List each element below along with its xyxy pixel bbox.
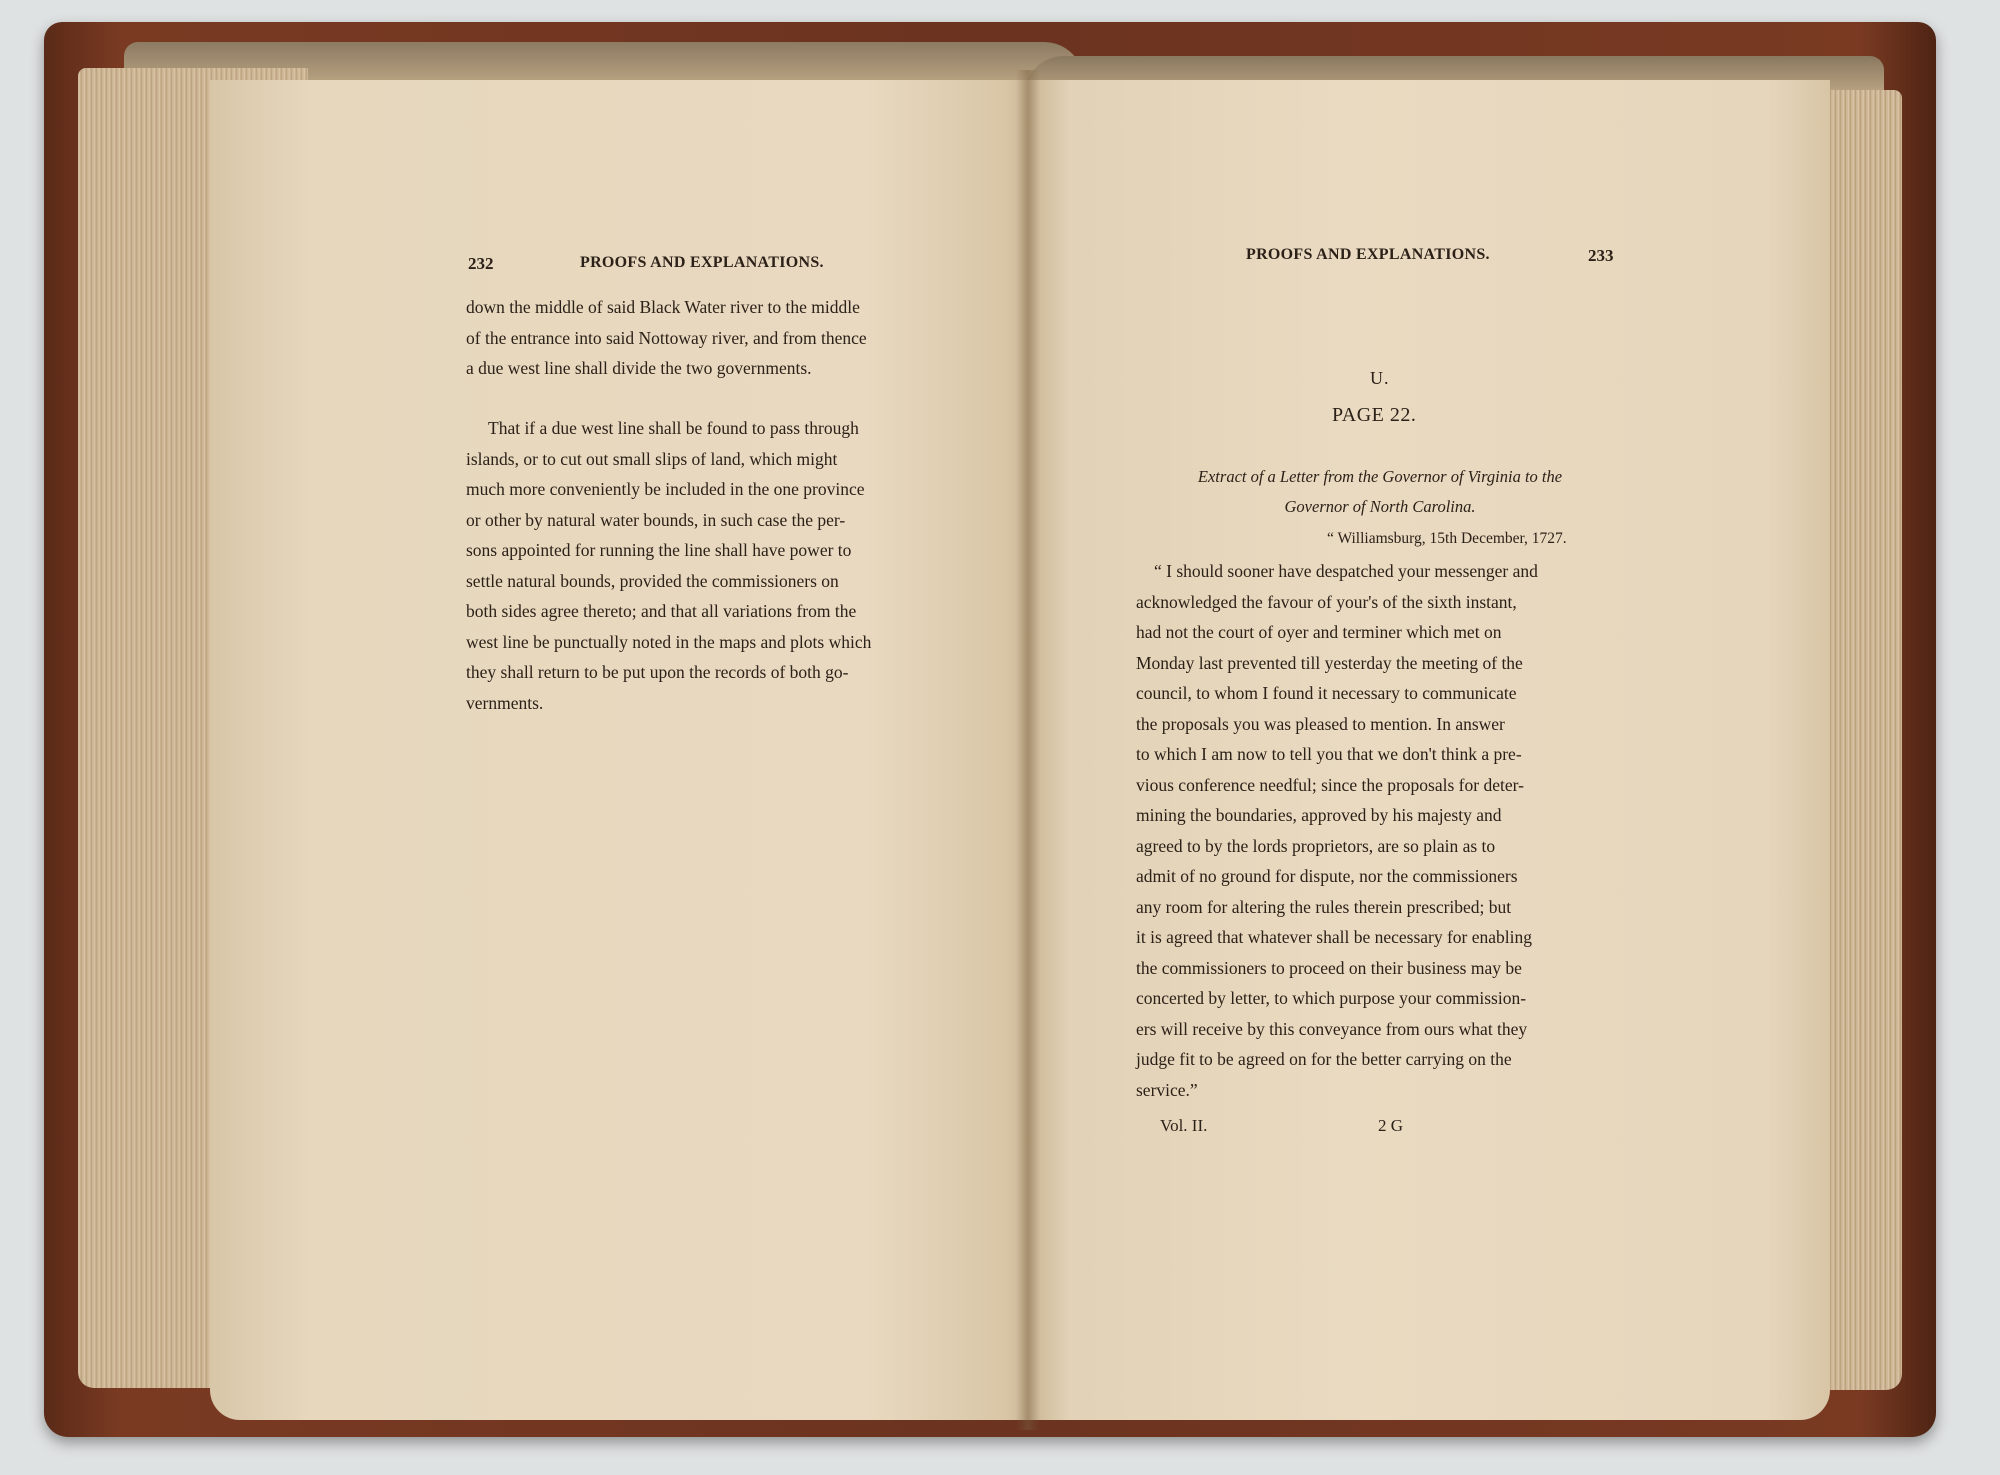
text-line: west line be punctually noted in the maps and plots which (466, 631, 872, 652)
extract-heading-line: Extract of a Letter from the Governor of Virginia to the (1197, 467, 1563, 486)
text-line: ers will receive by this conveyance from ours what they (1136, 1018, 1528, 1039)
text-line: admit of no ground for dispute, nor the commissioners (1136, 866, 1518, 886)
text-line: to which I am now to tell you that we don't think a pre- (1136, 744, 1522, 764)
left-running-head: PROOFS AND EXPLANATIONS. (580, 254, 824, 271)
left-paragraph-1 (466, 292, 960, 384)
text-line: That if a due west line shall be found to pass through (488, 418, 859, 438)
text-line: both sides agree thereto; and that all variations from the (466, 601, 857, 621)
text-line: much more conveniently be included in the one province (466, 479, 865, 499)
text-line: any room for altering the rules therein prescribed; but (1136, 896, 1512, 917)
extract-heading (1130, 462, 1630, 522)
text-line: council, to whom I found it necessary to communicate (1136, 683, 1517, 703)
right-running-head: PROOFS AND EXPLANATIONS. (1246, 246, 1490, 263)
right-page-number: 233 (1588, 246, 1614, 265)
text-line: settle natural bounds, provided the commissioners on (466, 570, 839, 591)
text-line: “ I should sooner have despatched your messenger and (1154, 561, 1538, 581)
text-line: islands, or to cut out small slips of land, which might (466, 448, 838, 469)
extract-heading-line: Governor of North Carolina. (1284, 497, 1476, 516)
text-line: sons appointed for running the line shall have power to (466, 540, 852, 560)
left-page-number: 232 (468, 254, 494, 273)
text-line: acknowledged the favour of your's of the sixth instant, (1136, 591, 1517, 612)
text-line: vernments. (466, 692, 544, 713)
left-page (210, 80, 1030, 1420)
text-line: Monday last prevented till yesterday the meeting of the (1136, 652, 1523, 673)
text-line: the commissioners to proceed on their business may be (1136, 957, 1522, 978)
text-line: concerted by letter, to which purpose your commission- (1136, 988, 1527, 1008)
text-line: vious conference needful; since the proposals for deter- (1136, 774, 1524, 795)
text-line: down the middle of said Black Water river to the middle (466, 297, 860, 317)
text-line: service.” (1136, 1079, 1198, 1100)
text-line: the proposals you was pleased to mention. In answer (1136, 713, 1505, 734)
text-line: of the entrance into said Nottoway river, and from thence (466, 327, 867, 348)
text-line: or other by natural water bounds, in such case the per- (466, 509, 846, 530)
letter-body (1136, 556, 1630, 1105)
footer-volume: Vol. II. (1160, 1116, 1208, 1135)
section-letter: U. (1370, 368, 1390, 388)
text-line: had not the court of oyer and terminer which met on (1136, 622, 1502, 642)
letter-dateline: “ Williamsburg, 15th December, 1727. (1327, 530, 1567, 547)
text-line: judge fit to be agreed on for the better carrying on the (1136, 1049, 1512, 1069)
text-line: they shall return to be put upon the records of both go- (466, 662, 849, 682)
book-gutter (1016, 70, 1040, 1430)
left-paragraph-2 (466, 413, 960, 718)
footer-signature-mark: 2 G (1378, 1116, 1404, 1135)
section-page-reference: PAGE 22. (1332, 404, 1417, 426)
text-line: a due west line shall divide the two governments. (466, 358, 812, 378)
text-line: agreed to by the lords proprietors, are so plain as to (1136, 835, 1496, 856)
text-line: it is agreed that whatever shall be necessary for enabling (1136, 927, 1533, 947)
text-line: mining the boundaries, approved by his majesty and (1136, 805, 1502, 825)
